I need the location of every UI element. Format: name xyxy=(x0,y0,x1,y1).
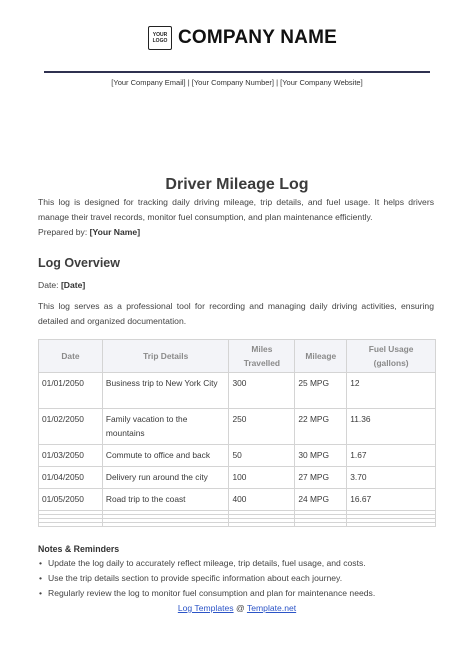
note-text: Regularly review the log to monitor fuel consumption and plan for maintenance needs. xyxy=(48,588,376,598)
bullet-icon: • xyxy=(39,588,43,598)
cell-trip-details: Family vacation to the mountains xyxy=(102,409,229,445)
cell-trip-details: Road trip to the coast xyxy=(102,489,229,511)
overview-paragraph: This log serves as a professional tool for recording and managing daily driving activities, ensuring detailed and organized documentation. xyxy=(38,301,434,326)
column-header-mileage: Mileage xyxy=(295,340,347,373)
cell-mileage: 24 MPG xyxy=(295,489,347,511)
note-text: Use the trip details section to provide specific information about each journey. xyxy=(48,573,343,583)
cell-date: 01/02/2050 xyxy=(39,409,103,445)
cell-miles: 300 xyxy=(229,373,295,409)
notes-heading: Notes & Reminders xyxy=(38,544,120,554)
cell-fuel-usage: 12 xyxy=(347,373,436,409)
cell-fuel-usage: 11.36 xyxy=(347,409,436,445)
cell-mileage: 30 MPG xyxy=(295,445,347,467)
notes-list xyxy=(38,556,448,601)
cell-mileage: 25 MPG xyxy=(295,373,347,409)
cell-mileage: 27 MPG xyxy=(295,467,347,489)
document-title: Driver Mileage Log xyxy=(165,176,309,193)
company-contact-line: [Your Company Email] | [Your Company Number] | [Your Company Website] xyxy=(111,78,363,87)
cell-miles: 100 xyxy=(229,467,295,489)
cell-miles: 400 xyxy=(229,489,295,511)
intro-paragraph: This log is designed for tracking daily driving mileage, trip details, and fuel usage. It helps drivers manage their travel records, monitor fuel consumption, and plan maintenance efficiently. xyxy=(38,197,434,222)
bullet-icon: • xyxy=(39,558,43,568)
company-name: COMPANY NAME xyxy=(178,27,337,48)
cell-miles: 50 xyxy=(229,445,295,467)
date-value: [Date] xyxy=(60,280,86,290)
cell-date: 01/01/2050 xyxy=(39,373,103,409)
prepared-by xyxy=(38,227,140,237)
table-row xyxy=(39,409,436,445)
header-divider xyxy=(44,71,430,73)
column-header-fuel-usage: Fuel Usage (gallons) xyxy=(347,340,436,373)
log-templates-link[interactable]: Log Templates xyxy=(177,603,234,613)
template-net-link[interactable]: Template.net xyxy=(246,603,297,613)
company-logo xyxy=(148,26,172,50)
date-line xyxy=(38,280,85,290)
cell-miles: 250 xyxy=(229,409,295,445)
cell-trip-details: Delivery run around the city xyxy=(102,467,229,489)
cell-fuel-usage: 16.67 xyxy=(347,489,436,511)
list-item xyxy=(38,571,448,586)
mileage-log-table xyxy=(38,339,436,527)
prepared-by-label: Prepared by: xyxy=(38,227,88,237)
bullet-icon: • xyxy=(39,573,43,583)
table-header-row xyxy=(39,340,436,373)
cell-date: 01/05/2050 xyxy=(39,489,103,511)
prepared-by-value: [Your Name] xyxy=(89,227,141,237)
cell-trip-details: Commute to office and back xyxy=(102,445,229,467)
list-item xyxy=(38,556,448,571)
cell-date: 01/03/2050 xyxy=(39,445,103,467)
table-row xyxy=(39,489,436,511)
column-header-miles-travelled: Miles Travelled xyxy=(229,340,295,373)
cell-fuel-usage: 3.70 xyxy=(347,467,436,489)
footer-at: @ xyxy=(235,603,245,613)
logo-text: YOUR LOGO xyxy=(152,32,168,44)
cell-fuel-usage: 1.67 xyxy=(347,445,436,467)
table-row xyxy=(39,445,436,467)
table-row-empty xyxy=(39,523,436,527)
footer-credit xyxy=(0,603,474,613)
note-text: Update the log daily to accurately reflect mileage, trip details, fuel usage, and costs. xyxy=(48,558,366,568)
table-row xyxy=(39,373,436,409)
column-header-trip-details: Trip Details xyxy=(102,340,229,373)
cell-mileage: 22 MPG xyxy=(295,409,347,445)
cell-trip-details: Business trip to New York City xyxy=(102,373,229,409)
column-header-date: Date xyxy=(39,340,103,373)
section-heading-log-overview: Log Overview xyxy=(38,256,120,270)
list-item xyxy=(38,586,448,601)
date-label: Date: xyxy=(38,280,59,290)
table-row xyxy=(39,467,436,489)
cell-date: 01/04/2050 xyxy=(39,467,103,489)
